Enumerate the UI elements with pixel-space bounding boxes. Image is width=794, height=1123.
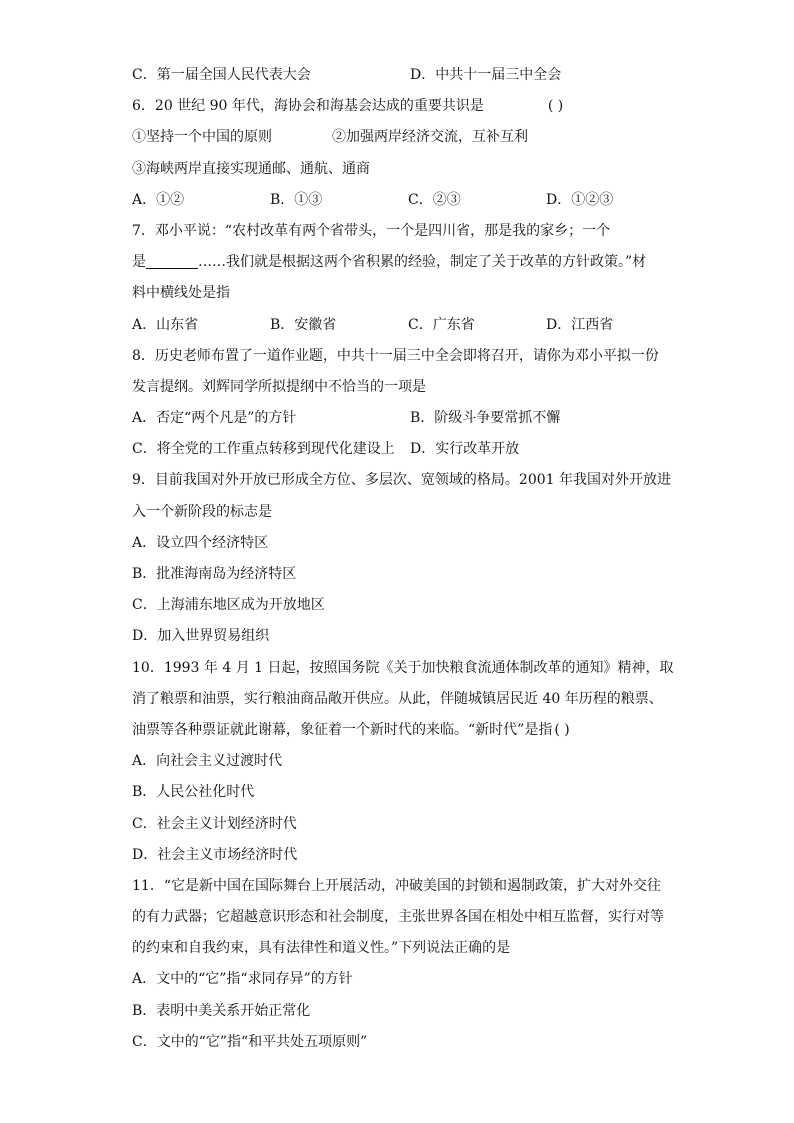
q11-line-1: 11．“它是新中国在国际舞台上开展活动，冲破美国的封锁和遏制政策，扩大对外交往 xyxy=(132,877,661,894)
q8-line-1: 8．历史老师布置了一道作业题，中共十一届三中全会即将召开，请你为邓小平拟一份 xyxy=(132,347,659,364)
q6-option-c[interactable]: C．②③ xyxy=(408,191,461,208)
q7-option-a[interactable]: A．山东省 xyxy=(132,316,199,333)
q10-option-d[interactable]: D．社会主义市场经济时代 xyxy=(132,846,298,863)
q8-option-d[interactable]: D．实行改革开放 xyxy=(410,441,520,458)
q6-item-3: ③海峡两岸直接实现通邮、通航、通商 xyxy=(132,160,370,177)
q8-options-ab xyxy=(132,406,662,437)
q11-option-a[interactable]: A．文中的“它”指“求同存异”的方针 xyxy=(132,971,353,988)
q10-line-1: 10．1993 年 4 月 1 日起，按照国务院《关于加快粮食流通体制改革的通知》精神，取 xyxy=(132,659,674,676)
q11-line-3: 的约束和自我约束，具有法律性和道义性。”下列说法正确的是 xyxy=(132,940,511,957)
question-list xyxy=(132,63,674,1061)
q8-line-2: 发言提纲。刘辉同学所拟提纲中不恰当的一项是 xyxy=(132,378,426,395)
q10-line-2: 消了粮票和油票，实行粮油商品敞开供应。从此，伴随城镇居民近 40 年历程的粮票、 xyxy=(132,690,663,707)
q10-option-b[interactable]: B．人民公社化时代 xyxy=(132,784,255,801)
q6-answer-paren: ( ) xyxy=(547,98,564,115)
q7-line-2-pre: 是 xyxy=(132,254,146,271)
q11-option-b[interactable]: B．表明中美关系开始正常化 xyxy=(132,1002,311,1019)
q6-stem-text: 6．20 世纪 90 年代，海协会和海基会达成的重要共识是 xyxy=(132,98,484,115)
q6-items-12 xyxy=(132,125,662,156)
q5-option-c[interactable]: C．第一届全国人民代表大会 xyxy=(132,67,311,83)
q10-option-c[interactable]: C．社会主义计划经济时代 xyxy=(132,815,297,832)
q7-option-d[interactable]: D．江西省 xyxy=(546,316,614,333)
q9-option-b[interactable]: B．批准海南岛为经济特区 xyxy=(132,566,297,582)
q9-option-c[interactable]: C．上海浦东地区成为开放地区 xyxy=(132,597,325,614)
q10-line-3-text: 油票等各种票证就此谢幕，象征着一个新时代的来临。“新时代”是指 xyxy=(132,721,553,738)
q6-stem xyxy=(132,94,662,125)
q7-fill-blank xyxy=(146,252,198,269)
q5-option-d[interactable]: D．中共十一届三中全会 xyxy=(410,67,562,83)
q6-option-d[interactable]: D．①②③ xyxy=(546,191,614,208)
q9-line-2: 入一个新阶段的标志是 xyxy=(132,503,272,520)
q6-option-b[interactable]: B．①③ xyxy=(270,191,323,208)
q5-options-cd xyxy=(132,63,662,94)
q9-line-1: 9．目前我国对外开放已形成全方位、多层次、宽领域的格局。2001 年我国对外开放进 xyxy=(132,472,671,489)
q7-option-c[interactable]: C．广东省 xyxy=(408,316,475,333)
q7-option-b[interactable]: B．安徽省 xyxy=(270,316,337,333)
q9-option-a[interactable]: A．设立四个经济特区 xyxy=(132,534,269,551)
q7-line-2-post: ……我们就是根据这两个省积累的经验，制定了关于改革的方针政策。”材 xyxy=(198,254,647,271)
q8-options-cd xyxy=(132,437,662,468)
q7-line-1: 7．邓小平说：“农村改革有两个省带头，一个是四川省，那是我的家乡；一个 xyxy=(132,222,611,239)
q10-answer-paren: ( ) xyxy=(554,721,570,738)
q10-option-a[interactable]: A．向社会主义过渡时代 xyxy=(132,753,283,770)
q9-option-d[interactable]: D．加入世界贸易组织 xyxy=(132,628,270,645)
q8-option-a[interactable]: A．否定“两个凡是”的方针 xyxy=(132,410,297,427)
q11-option-c[interactable]: C．文中的“它”指“和平共处五项原则” xyxy=(132,1033,368,1050)
q11-line-2: 的有力武器；它超越意识形态和社会制度，主张世界各国在相处中相互监督，实行对等 xyxy=(132,909,664,926)
q8-option-c[interactable]: C．将全党的工作重点转移到现代化建设上 xyxy=(132,441,395,458)
q7-line-2 xyxy=(132,250,662,281)
q6-option-a[interactable]: A．①② xyxy=(132,191,185,208)
q7-line-3: 料中横线处是指 xyxy=(132,285,230,302)
q6-item-2: ②加强两岸经济交流，互补互利 xyxy=(332,129,528,146)
q7-options xyxy=(132,313,662,344)
q6-options xyxy=(132,188,662,219)
q10-line-3 xyxy=(132,718,662,749)
q6-item-1: ①坚持一个中国的原则 xyxy=(132,129,272,146)
q8-option-b[interactable]: B．阶级斗争要常抓不懈 xyxy=(410,410,561,427)
